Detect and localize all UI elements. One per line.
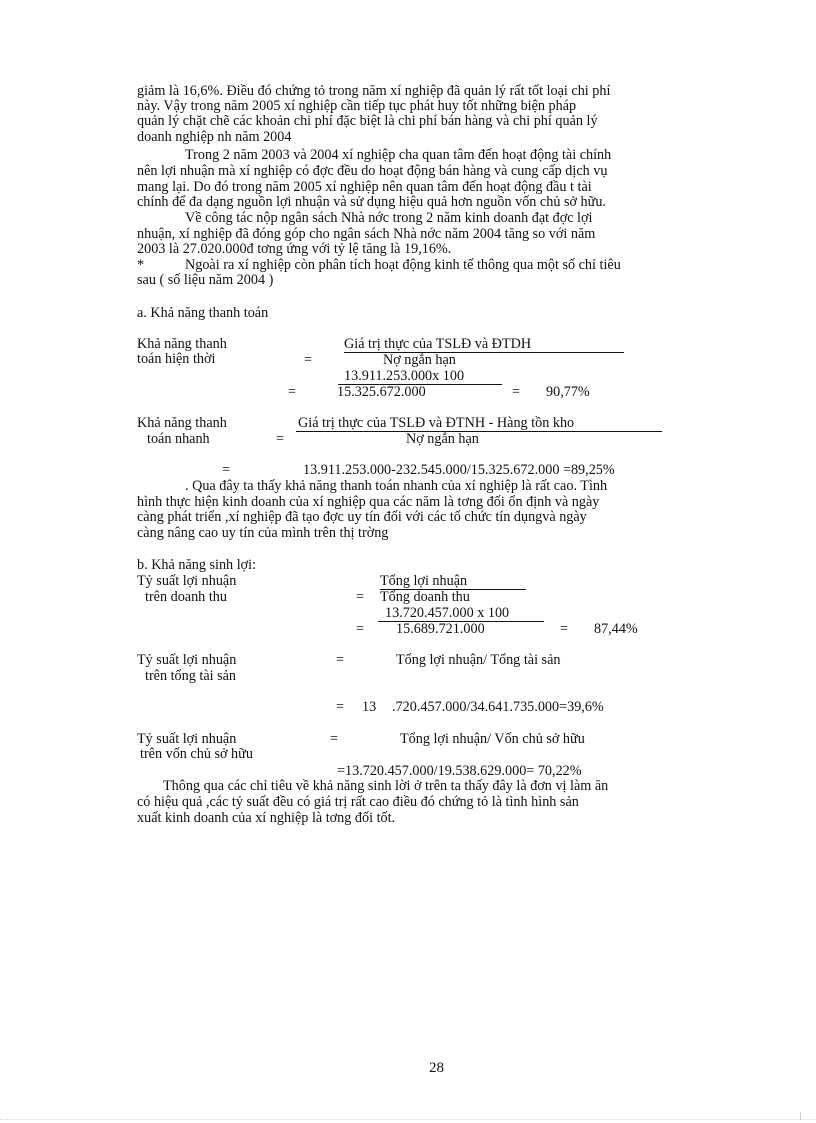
formula-label: trên vốn chủ sở hữu	[140, 746, 253, 762]
equals-sign: =	[356, 621, 365, 637]
equals-sign: =	[356, 589, 365, 605]
body-text-line: quản lý chặt chẽ các khoản chi phí đặc biệt là chi phí bán hàng và chi phí quản lý	[137, 113, 598, 129]
formula-numerator: Tổng lợi nhuận	[380, 573, 468, 589]
calc-line: 13.911.253.000-232.545.000/15.325.672.000 =89,25%	[303, 462, 615, 478]
formula-label: trên tổng tài sản	[145, 668, 237, 684]
formula-text: Tổng lợi nhuận/ Tổng tài sản	[396, 652, 561, 668]
calc-line: .720.457.000/34.641.735.000=39,6%	[392, 699, 604, 715]
formula-label: Tỷ suất lợi nhuận	[137, 652, 237, 668]
formula-text: Tổng lợi nhuận/ Vốn chủ sở hữu	[400, 731, 585, 747]
body-text-line: nên lợi nhuận mà xí nghiệp có đợc đều do hoạt động bán hàng và cung cấp dịch vụ	[137, 163, 608, 179]
calc-denominator: 15.689.721.000	[396, 621, 485, 637]
formula-label: toán nhanh	[147, 431, 210, 447]
formula-label: Khả năng thanh	[137, 336, 227, 352]
equals-sign: =	[512, 384, 521, 400]
formula-label: Tỷ suất lợi nhuận	[137, 573, 237, 589]
fraction-bar	[296, 431, 662, 432]
formula-label: Tỷ suất lợi nhuận	[137, 731, 237, 747]
equals-sign: =	[222, 462, 231, 478]
body-text-line: Trong 2 năm 2003 và 2004 xí nghiệp cha quan tâm đến hoạt động tài chính	[185, 147, 612, 163]
body-text-line: mang lại. Do đó trong năm 2005 xí nghiệp nên quan tâm đến hoạt động đầu t tài	[137, 179, 592, 195]
equals-sign: =	[560, 621, 569, 637]
result-value: 87,44%	[594, 621, 638, 637]
body-text-line: này. Vậy trong năm 2005 xí nghiệp cần tiếp tục phát huy tốt những biện pháp	[137, 98, 577, 114]
body-text-line: nhuận, xí nghiệp đã đóng góp cho ngân sách Nhà nớc năm 2004 tăng so với năm	[137, 226, 596, 242]
equals-sign: =	[336, 699, 345, 715]
section-heading: a. Khả năng thanh toán	[137, 305, 269, 321]
bullet-marker: *	[137, 257, 145, 273]
equals-sign: =	[276, 431, 285, 447]
formula-label: Khả năng thanh	[137, 415, 227, 431]
equals-sign: =	[288, 384, 297, 400]
body-text-line: xuất kinh doanh của xí nghiệp là tơng đối tốt.	[137, 810, 396, 826]
section-heading: b. Khả năng sinh lợi:	[137, 557, 257, 573]
formula-numerator: Giá trị thực của TSLĐ và ĐTNH - Hàng tồn kho	[298, 415, 575, 431]
body-text-line: doanh nghiệp nh năm 2004	[137, 129, 292, 145]
body-text-line: càng phát triển ,xí nghiệp đã tạo đợc uy tín đối với các tổ chức tín dụngvà ngày	[137, 509, 587, 525]
formula-denominator: Nợ ngắn hạn	[383, 352, 456, 368]
page-number: 28	[429, 1060, 444, 1076]
body-text-line: 2003 là 27.020.000đ tơng ứng với tỷ lệ tăng là 19,16%.	[137, 241, 452, 257]
formula-label: trên doanh thu	[145, 589, 227, 605]
body-text-line: Về công tác nộp ngân sách Nhà nớc trong 2 năm kinh doanh đạt đợc lợi	[185, 210, 593, 226]
formula-denominator: Nợ ngắn hạn	[406, 431, 479, 447]
body-text-line: giảm là 16,6%. Điều đó chứng tỏ trong năm xí nghiệp đã quản lý rất tốt loại chi phí	[137, 83, 611, 99]
equals-sign: =	[304, 352, 313, 368]
calc-numerator: 13.911.253.000x 100	[344, 368, 465, 384]
body-text-line: hình thực hiện kinh doanh của xí nghiệp qua các năm là tơng đối ổn định và ngày	[137, 494, 600, 510]
body-text-line: . Qua đây ta thấy khả năng thanh toán nhanh của xí nghiệp là rất cao. Tình	[185, 478, 608, 494]
formula-denominator: Tổng doanh thu	[380, 589, 470, 605]
equals-sign: =	[330, 731, 339, 747]
page-corner-mark	[800, 1112, 801, 1120]
body-text-line: có hiệu quả ,các tỷ suất đều có giá trị rất cao điều đó chứng tỏ là tình hình sản	[137, 794, 579, 810]
calc-line: =13.720.457.000/19.538.629.000= 70,22%	[337, 763, 582, 779]
body-text-line: sau ( số liệu năm 2004 )	[137, 272, 274, 288]
page-edge-line	[0, 1119, 816, 1120]
body-text-line: Ngoài ra xí nghiệp còn phân tích hoạt động kinh tế thông qua một số chỉ tiêu	[185, 257, 621, 273]
formula-numerator: Giá trị thực của TSLĐ và ĐTDH	[344, 336, 532, 352]
body-text-line: Thông qua các chỉ tiêu về khả năng sinh lời ở trên ta thấy đây là đơn vị làm ăn	[163, 778, 609, 794]
calc-line: 13	[362, 699, 377, 715]
calc-denominator: 15.325.672.000	[337, 384, 426, 400]
result-value: 90,77%	[546, 384, 590, 400]
body-text-line: càng nâng cao uy tín của mình trên thị trờng	[137, 525, 389, 541]
equals-sign: =	[336, 652, 345, 668]
calc-numerator: 13.720.457.000 x 100	[385, 605, 510, 621]
body-text-line: chính để đa dạng nguồn lợi nhuận và sử dụng hiệu quả hơn nguồn vốn chủ sở hữu.	[137, 194, 606, 210]
formula-label: toán hiện thời	[137, 351, 216, 367]
